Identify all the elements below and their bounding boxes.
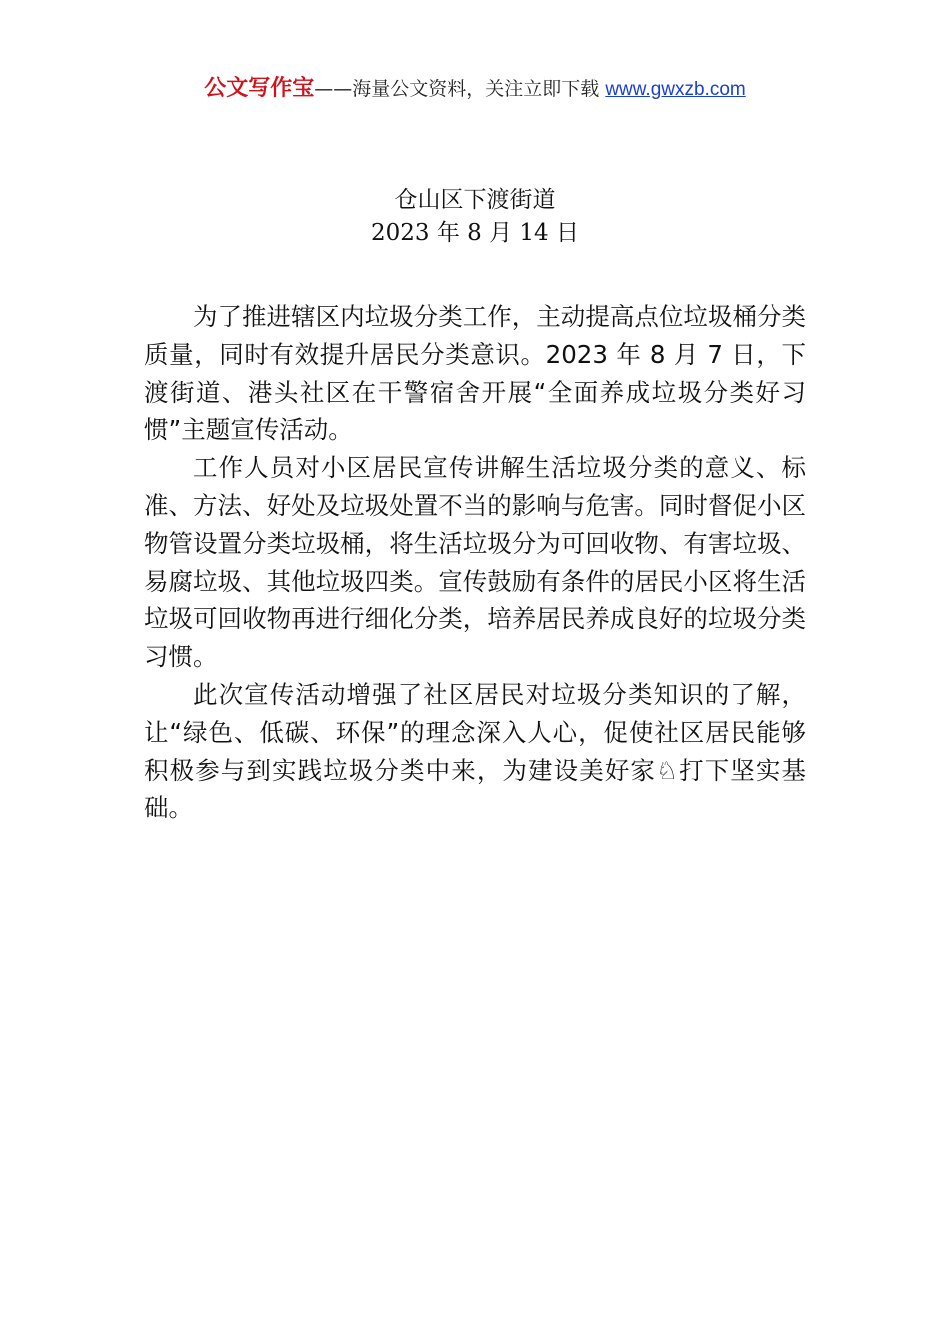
paragraph-1: 为了推进辖区内垃圾分类工作，主动提高点位垃圾桶分类质量，同时有效提升居民分类意识。2023 年 8 月 7 日，下渡街道、港头社区在干警宿舍开展“全面养成垃圾分类好习惯”主题宣传活动。 [144, 302, 806, 445]
document-date: 2023 年 8 月 14 日 [371, 220, 579, 246]
website-link[interactable]: www.gwxzb.com [605, 79, 746, 100]
header-tagline: ——海量公文资料，关注立即下载 [314, 78, 606, 100]
organization-name: 仓山区下渡街道 [394, 187, 556, 213]
page-header [0, 74, 950, 105]
document-body [144, 298, 806, 827]
signature-block [0, 184, 950, 250]
brand-name: 公文写作宝 [204, 76, 315, 101]
paragraph-2: 工作人员对小区居民宣传讲解生活垃圾分类的意义、标准、方法、好处及垃圾处置不当的影响与危害。同时督促小区物管设置分类垃圾桶，将生活垃圾分为可回收物、有害垃圾、易腐垃圾、其他垃圾四类。宣传鼓励有条件的居民小区将生活垃圾可回收物再进行细化分类，培养居民养成良好的垃圾分类习惯。 [144, 453, 806, 672]
paragraph-3: 此次宣传活动增强了社区居民对垃圾分类知识的了解，让“绿色、低碳、环保”的理念深入人心，促使社区居民能够积极参与到实践垃圾分类中来，为建设美好家♘打下坚实基础。 [144, 679, 806, 823]
